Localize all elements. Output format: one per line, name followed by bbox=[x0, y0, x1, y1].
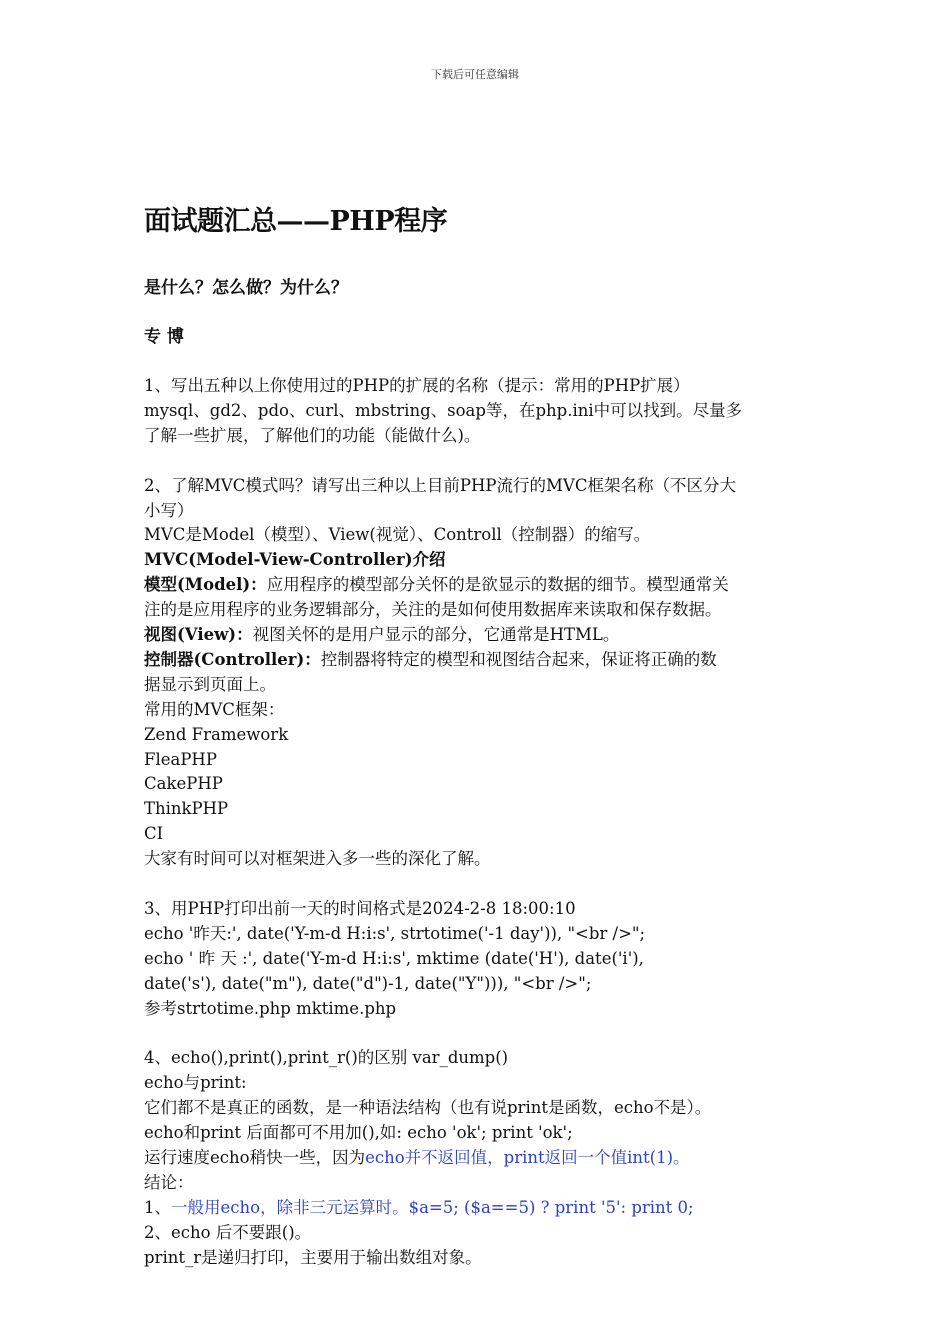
answer-2: MVC是Model（模型）、View(视觉）、Controll（控制器）的缩写。 bbox=[144, 525, 651, 545]
controller-text: 控制器将特定的模型和视图结合起来，保证将正确的数 bbox=[320, 649, 717, 669]
answer-4-line-4 bbox=[144, 1146, 808, 1171]
conclusion-label: 结论： bbox=[144, 1172, 194, 1192]
framework-item: CakePHP bbox=[144, 774, 223, 794]
answer-1-line-1: mysql、gd2、pdo、curl、mbstring、soap等，在php.ini中可以找到。尽量多 bbox=[144, 400, 743, 420]
print-r-note: print_r是递归打印，主要用于输出数组对象。 bbox=[144, 1247, 482, 1267]
controller-label: 控制器(Controller)： bbox=[144, 649, 321, 669]
frameworks-closing: 大家有时间可以对框架进入多一些的深化了解。 bbox=[144, 849, 491, 869]
answer-4-line-3: echo和print 后面都可不用加(),如: echo 'ok'; print 'ok'; bbox=[144, 1123, 573, 1143]
section-heading: 专 博 bbox=[144, 327, 184, 347]
speed-highlight: echo并不返回值，print返回一个值int(1)。 bbox=[365, 1148, 690, 1168]
conclusion-1 bbox=[144, 1196, 808, 1221]
code-line-1: echo '昨天:', date('Y-m-d H:i:s', strtotime('-1 day')), "<br />"; bbox=[144, 923, 646, 943]
model-line-1 bbox=[144, 573, 808, 598]
answer-1-line-2: 了解一些扩展，了解他们的功能（能做什么)。 bbox=[144, 425, 481, 445]
answer-4-line-2: 它们都不是真正的函数，是一种语法结构（也有说print是函数，echo不是）。 bbox=[144, 1098, 712, 1118]
question-2-line-1: 2、了解MVC模式吗？请写出三种以上目前PHP流行的MVC框架名称（不区分大 bbox=[144, 475, 736, 495]
answer-4-line-1: echo与print: bbox=[144, 1073, 247, 1093]
framework-item: ThinkPHP bbox=[144, 799, 229, 819]
conclusion-1-number: 1、 bbox=[144, 1197, 171, 1217]
subtitle: 是什么？怎么做？为什么？ bbox=[144, 278, 348, 298]
code-line-2: echo ' 昨 天 :', date('Y-m-d H:i:s', mktime (date('H'), date('i'), bbox=[144, 948, 644, 968]
page-header: 下载后可任意编辑 bbox=[431, 68, 519, 81]
model-line-2: 注的是应用程序的业务逻辑部分，关注的是如何使用数据库来读取和保存数据。 bbox=[144, 600, 722, 620]
frameworks-label: 常用的MVC框架： bbox=[144, 699, 285, 719]
question-1: 1、写出五种以上你使用过的PHP的扩展的名称（提示：常用的PHP扩展） bbox=[144, 376, 690, 395]
framework-item: Zend Framework bbox=[144, 724, 289, 744]
model-text: 应用程序的模型部分关怀的是欲显示的数据的细节。模型通常关 bbox=[266, 575, 729, 595]
document-title: 面试题汇总——PHP程序 bbox=[144, 206, 448, 237]
document-body bbox=[144, 200, 808, 1271]
question-2-line-2: 小写） bbox=[144, 500, 194, 520]
conclusion-2: 2、echo 后不要跟()。 bbox=[144, 1222, 312, 1242]
controller-line-1 bbox=[144, 648, 808, 673]
code-line-3: date('s'), date("m"), date("d")-1, date("Y"))), "<br />"; bbox=[144, 973, 592, 993]
question-3: 3、用PHP打印出前一天的时间格式是2024-2-8 18:00:10 bbox=[144, 899, 576, 918]
question-4: 4、echo(),print(),print_r()的区别 var_dump() bbox=[144, 1048, 509, 1068]
framework-item: CI bbox=[144, 824, 164, 844]
reference-line: 参考strtotime.php mktime.php bbox=[144, 998, 397, 1018]
view-text: 视图关怀的是用户显示的部分，它通常是HTML。 bbox=[252, 625, 620, 645]
controller-line-2: 据显示到页面上。 bbox=[144, 674, 276, 694]
framework-item: FleaPHP bbox=[144, 749, 217, 769]
view-line bbox=[144, 623, 808, 648]
conclusion-1-highlight: 一般用echo，除非三元运算时。$a=5; ($a==5) ? print '5': print 0; bbox=[171, 1197, 694, 1217]
view-label: 视图(View)： bbox=[144, 625, 253, 645]
mvc-intro-heading: MVC(Model-View-Controller)介绍 bbox=[144, 550, 446, 570]
speed-text: 运行速度echo稍快一些，因为 bbox=[144, 1148, 366, 1168]
model-label: 模型(Model)： bbox=[144, 575, 267, 595]
